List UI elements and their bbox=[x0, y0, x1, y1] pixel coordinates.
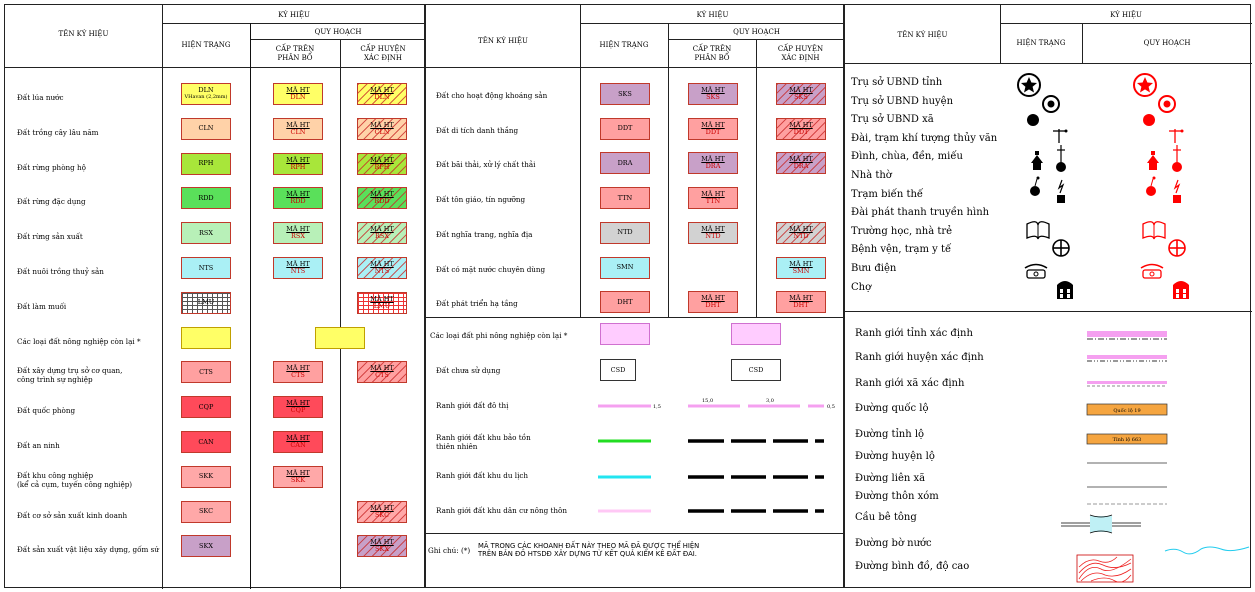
row-skk-label-2: (kể cả cụm, tuyến công nghiệp) bbox=[17, 479, 133, 489]
current-code: TTN bbox=[617, 193, 633, 202]
row-skc-current bbox=[181, 501, 231, 523]
row-dln-current bbox=[181, 83, 231, 105]
row-cts-plan-top bbox=[273, 361, 323, 383]
plan-code: CLN bbox=[374, 127, 390, 136]
plan-code: RPH bbox=[290, 162, 306, 171]
row-nts-plan-top bbox=[273, 257, 323, 279]
plan-code: RSX bbox=[375, 232, 389, 241]
line-bao-ton-plan bbox=[684, 437, 834, 445]
line-ranh-do-thi-plan bbox=[684, 395, 844, 411]
plan-code: CTS bbox=[375, 371, 389, 380]
ma-ht-label: MÃ HT bbox=[701, 190, 725, 199]
row-sks-plan-top bbox=[688, 83, 738, 105]
header-hien-trang: HIỆN TRẠNG bbox=[181, 41, 231, 49]
current-code: SMN bbox=[616, 263, 634, 271]
row-dra-plan-district bbox=[776, 152, 826, 174]
plan-code: DLN bbox=[374, 93, 390, 101]
plan-code: NTS bbox=[374, 267, 390, 275]
current-code: CQP bbox=[198, 402, 214, 411]
header-ten-ky-hieu: TÊN KÝ HIỆU bbox=[58, 30, 109, 38]
ma-ht-label: MÃ HT bbox=[370, 260, 394, 268]
line-symbol-label-3: Đường quốc lộ bbox=[855, 403, 929, 414]
current-code: SKK bbox=[198, 472, 214, 481]
ma-ht-label: MÃ HT bbox=[286, 190, 310, 199]
row-skk-label: Đất khu công nghiệp bbox=[17, 470, 94, 480]
label-ranh-do-thi: Ranh giới đất đô thị bbox=[436, 401, 509, 410]
row-cln-label: Đất trồng cây lâu năm bbox=[17, 127, 99, 137]
row-rdd-current bbox=[181, 187, 231, 209]
plan-code: SKX bbox=[375, 545, 389, 554]
header-cap-tren: CẤP TRÊN PHÂN BỔ bbox=[275, 45, 315, 62]
symbol-phi-nn-plan bbox=[731, 323, 781, 345]
row-dln-plan-district bbox=[357, 83, 407, 105]
row-ttn-current bbox=[600, 187, 650, 209]
row-ntd-label: Đất nghĩa trang, nghĩa địa bbox=[436, 229, 533, 239]
plan-code: CTS bbox=[291, 371, 305, 380]
line-symbol-label-8: Cầu bê tông bbox=[855, 512, 917, 523]
row-smn-label: Đất có mặt nước chuyên dùng bbox=[436, 264, 546, 274]
legend-panel-land-use-2 bbox=[425, 4, 844, 588]
plan-code: SKS bbox=[706, 93, 720, 101]
row-lmu-current bbox=[181, 292, 231, 314]
row-rdd-plan-district bbox=[357, 187, 407, 209]
row-ddt-plan-district bbox=[776, 118, 826, 140]
line-symbol-label-6: Đường liên xã bbox=[855, 473, 926, 484]
symbols-current bbox=[1005, 67, 1085, 303]
symbol-phi-nn-current bbox=[600, 323, 650, 345]
plan-code: DLN bbox=[290, 93, 306, 101]
current-code: RPH bbox=[198, 159, 214, 168]
plan-code: TTN bbox=[705, 197, 721, 206]
row-sks-current bbox=[600, 83, 650, 105]
plan-code: LMU bbox=[373, 301, 391, 310]
ma-ht-label: MÃ HT bbox=[370, 86, 394, 94]
ma-ht-label: MÃ HT bbox=[789, 155, 813, 164]
current-code: NTS bbox=[198, 263, 214, 272]
header-ky-hieu-3: KÝ HIỆU bbox=[1110, 11, 1142, 19]
header-ky-hieu-2: KÝ HIỆU bbox=[696, 11, 729, 19]
current-code: LMU bbox=[197, 298, 215, 307]
current-code: SKC bbox=[198, 507, 214, 516]
row-nts-plan-district bbox=[357, 257, 407, 279]
row-ntd-plan-district bbox=[776, 222, 826, 244]
plan-code: SMN bbox=[792, 266, 810, 275]
current-code: NTD bbox=[617, 228, 633, 237]
current-code: RSX bbox=[199, 228, 213, 237]
row-dht-plan-top bbox=[688, 291, 738, 313]
point-symbol-label-2: Trụ sở UBND xã bbox=[851, 114, 934, 126]
point-symbol-label-4: Đình, chùa, đền, miếu bbox=[851, 151, 963, 163]
plan-code: DRA bbox=[793, 162, 809, 171]
row-rsx-current bbox=[181, 222, 231, 244]
row-dra-label: Đất bãi thải, xử lý chất thải bbox=[436, 160, 536, 170]
road-label-quoc-lo: Quốc lộ 19 bbox=[1113, 408, 1141, 414]
header-ten-ky-hieu-2: TÊN KÝ HIỆU bbox=[478, 37, 528, 45]
plan-code: SKS bbox=[794, 93, 808, 101]
current-code: SKX bbox=[199, 541, 213, 550]
line-dan-cu-plan bbox=[684, 507, 834, 515]
line-symbol-label-10: Đường bình đồ, độ cao bbox=[855, 561, 970, 572]
row-rph-plan-top bbox=[273, 153, 323, 175]
row-skk-plan-top bbox=[273, 466, 323, 488]
ma-ht-label: MÃ HT bbox=[701, 86, 725, 94]
row-skx-plan-district bbox=[357, 535, 407, 557]
current-code: SKS bbox=[618, 89, 632, 98]
plan-code: DHT bbox=[705, 301, 721, 310]
row-cts-label-2: công trình sự nghiệp bbox=[17, 375, 93, 385]
note-text: MÃ TRONG CÁC KHOANH ĐẤT NÀY THEO MÃ ĐÃ ĐƯỢC THỂ HIỆN TRÊN BẢN ĐỒ HTSDĐ XÂY DỰNG TỪ KẾT QUẢ KIỂM KÊ ĐẤT ĐAI. bbox=[478, 542, 700, 558]
ma-ht-label: MÃ HT bbox=[370, 364, 394, 373]
symbol-csd-plan: CSD bbox=[731, 359, 781, 381]
ma-ht-label: MÃ HT bbox=[370, 120, 394, 129]
row-cts-label: Đất xây dựng trụ sở cơ quan, bbox=[17, 366, 123, 376]
point-symbol-label-10: Bưu điện bbox=[851, 263, 897, 274]
ma-ht-label: MÃ HT bbox=[789, 120, 813, 129]
ma-ht-label: MÃ HT bbox=[286, 364, 310, 373]
point-symbol-label-11: Chợ bbox=[851, 281, 872, 293]
line-symbol-label-1: Ranh giới huyện xác định bbox=[855, 352, 984, 363]
row-ddt-current bbox=[600, 118, 650, 140]
row-rdd-label: Đất rừng đặc dụng bbox=[17, 197, 86, 207]
point-symbol-label-3: Đài, trạm khí tượng thủy văn bbox=[851, 132, 998, 144]
ma-ht-label: MÃ HT bbox=[286, 260, 310, 268]
header-quy-hoach: QUY HOẠCH bbox=[314, 28, 362, 36]
ma-ht-label: MÃ HT bbox=[701, 155, 725, 164]
symbol-csd-current: CSD bbox=[600, 359, 636, 381]
line-ranh-do-thi-current bbox=[596, 399, 666, 411]
point-symbol-label-7: Đài phát thanh truyền hình bbox=[851, 207, 990, 219]
header-cap-huyen: CẤP HUYỆN XÁC ĐỊNH bbox=[360, 45, 406, 62]
point-symbol-label-5: Nhà thờ bbox=[851, 170, 892, 181]
line-du-lich-current bbox=[596, 473, 656, 481]
row-ddt-plan-top bbox=[688, 118, 738, 140]
current-code: DLN bbox=[198, 86, 214, 94]
row-dra-plan-top bbox=[688, 152, 738, 174]
row-dra-current bbox=[600, 152, 650, 174]
row-rph-plan-district bbox=[357, 153, 407, 175]
line-symbol-label-5: Đường huyện lộ bbox=[855, 451, 935, 462]
point-symbol-label-9: Bệnh vện, trạm y tế bbox=[851, 244, 952, 256]
row-sks-label: Đất cho hoạt động khoáng sản bbox=[436, 91, 548, 100]
row-ntd-current bbox=[600, 222, 650, 244]
row-rph-current bbox=[181, 153, 231, 175]
row-smn-current bbox=[600, 257, 650, 279]
row-dln-label: Đất lúa nước bbox=[17, 93, 64, 102]
row-dht-label: Đất phát triển hạ tầng bbox=[436, 299, 518, 309]
label-ranh-du-lich: Ranh giới đất khu du lịch bbox=[436, 471, 529, 480]
ma-ht-label: MÃ HT bbox=[370, 190, 394, 199]
plan-code: DHT bbox=[793, 301, 809, 310]
point-symbol-label-8: Trường học, nhà trẻ bbox=[851, 225, 953, 237]
ma-ht-label: MÃ HT bbox=[286, 434, 310, 442]
label-ranh-bao-ton: Ranh giới đất khu bảo tồn thiên nhiên bbox=[436, 433, 531, 451]
row-ntd-plan-top bbox=[688, 222, 738, 244]
line-bao-ton-current bbox=[596, 437, 656, 445]
plan-code: NTD bbox=[705, 231, 721, 240]
row-cln-plan-top bbox=[273, 118, 323, 140]
ma-ht-label: MÃ HT bbox=[286, 399, 310, 408]
row-can-current bbox=[181, 431, 231, 453]
current-code: DHT bbox=[617, 297, 633, 306]
legend-panel-symbols bbox=[844, 4, 1251, 588]
row-skc-label: Đất cơ sở sản xuất kinh doanh bbox=[17, 510, 128, 520]
svg-text:1,5: 1,5 bbox=[653, 404, 661, 410]
ma-ht-label: MÃ HT bbox=[370, 294, 394, 303]
plan-code: NTS bbox=[290, 267, 306, 275]
row-ddt-label: Đất di tích danh thắng bbox=[436, 125, 519, 135]
line-du-lich-plan bbox=[684, 473, 834, 481]
header-cap-huyen-2: CẤP HUYỆN XÁC ĐỊNH bbox=[777, 45, 824, 62]
row-smn-plan-district bbox=[776, 257, 826, 279]
current-code: DRA bbox=[617, 158, 633, 167]
note-label: Ghi chú: (*) bbox=[428, 546, 471, 555]
num-150: 15,0 bbox=[702, 398, 714, 404]
plan-code: CLN bbox=[290, 127, 306, 136]
plan-code: NTD bbox=[793, 231, 809, 240]
row-cqp-label: Đất quốc phòng bbox=[17, 406, 76, 416]
ma-ht-label: MÃ HT bbox=[701, 294, 725, 303]
row-dht-current bbox=[600, 291, 650, 313]
row-cts-plan-district bbox=[357, 361, 407, 383]
row-dht-plan-district bbox=[776, 291, 826, 313]
line-symbols bbox=[1045, 323, 1251, 585]
row-skx-label: Đất sản xuất vật liệu xây dựng, gốm sứ bbox=[17, 545, 159, 555]
plan-code: DDT bbox=[705, 127, 721, 136]
row-ttn-plan-top bbox=[688, 187, 738, 209]
row-nn-con-lai-label: Các loại đất nông nghiệp còn lại * bbox=[17, 336, 141, 346]
ma-ht-label: MÃ HT bbox=[701, 120, 725, 129]
road-label-tinh-lo: Tỉnh lộ 663 bbox=[1112, 437, 1142, 443]
ma-ht-label: MÃ HT bbox=[789, 224, 813, 233]
header-ky-hieu: KÝ HIỆU bbox=[278, 11, 310, 19]
ma-ht-label: MÃ HT bbox=[370, 503, 394, 512]
line-symbol-label-9: Đường bờ nước bbox=[855, 538, 932, 549]
plan-code: SKK bbox=[290, 475, 306, 484]
ma-ht-label: MÃ HT bbox=[286, 120, 310, 129]
row-can-plan-top bbox=[273, 431, 323, 453]
ma-ht-label: MÃ HT bbox=[789, 86, 813, 94]
row-sks-plan-district bbox=[776, 83, 826, 105]
row-skx-current bbox=[181, 535, 231, 557]
label-phi-nong-nghiep: Các loại đất phi nông nghiệp còn lại * bbox=[430, 331, 568, 340]
row-cln-current bbox=[181, 118, 231, 140]
plan-code: RSX bbox=[291, 232, 305, 241]
current-code: DDT bbox=[617, 124, 633, 133]
plan-code: DRA bbox=[705, 162, 721, 171]
row-rdd-plan-top bbox=[273, 187, 323, 209]
label-ranh-dan-cu: Ranh giới đất khu dân cư nông thôn bbox=[436, 506, 567, 515]
current-sub: VHavan (2,2mm) bbox=[184, 94, 228, 100]
row-cqp-plan-top bbox=[273, 396, 323, 418]
row-lmu-plan-district bbox=[357, 292, 407, 314]
ma-ht-label: MÃ HT bbox=[370, 538, 394, 547]
point-symbol-label-1: Trụ sở UBND huyện bbox=[851, 95, 954, 107]
ma-ht-label: MÃ HT bbox=[370, 155, 394, 164]
plan-code: CAN bbox=[290, 441, 306, 449]
ma-ht-label: MÃ HT bbox=[370, 225, 394, 234]
legend-panel-land-use-1 bbox=[4, 4, 425, 588]
row-cqp-current bbox=[181, 396, 231, 418]
row-nts-current bbox=[181, 257, 231, 279]
row-dln-plan-top bbox=[273, 83, 323, 105]
row-cln-plan-district bbox=[357, 118, 407, 140]
ma-ht-label: MÃ HT bbox=[789, 294, 813, 303]
plan-code: RPH bbox=[374, 162, 390, 171]
current-code: RDD bbox=[198, 193, 214, 202]
plan-code: DDT bbox=[793, 127, 809, 136]
header-hien-trang-3: HIỆN TRẠNG bbox=[1016, 39, 1066, 47]
line-symbol-label-7: Đường thôn xóm bbox=[855, 491, 939, 502]
ma-ht-label: MÃ HT bbox=[286, 155, 310, 164]
symbols-plan bbox=[1121, 67, 1201, 303]
row-nn-con-lai-plan bbox=[315, 327, 365, 349]
plan-code: RDD bbox=[290, 197, 306, 206]
ma-ht-label: MÃ HT bbox=[789, 259, 813, 268]
current-code: CLN bbox=[198, 124, 214, 133]
ma-ht-label: MÃ HT bbox=[701, 224, 725, 233]
point-symbol-label-0: Trụ sở UBND tỉnh bbox=[851, 77, 943, 88]
row-cts-current bbox=[181, 361, 231, 383]
num-30: 3,0 bbox=[766, 398, 774, 404]
row-rsx-plan-district bbox=[357, 222, 407, 244]
line-symbol-label-4: Đường tỉnh lộ bbox=[855, 429, 925, 440]
line-symbol-label-0: Ranh giới tỉnh xác định bbox=[855, 328, 973, 339]
plan-code: CQP bbox=[290, 406, 306, 415]
num-05: 0,5 bbox=[827, 404, 835, 410]
row-skk-current bbox=[181, 466, 231, 488]
row-nts-label: Đất nuôi trồng thuỷ sản bbox=[17, 267, 104, 276]
ma-ht-label: MÃ HT bbox=[286, 225, 310, 234]
plan-code: SKC bbox=[374, 510, 390, 519]
row-ttn-label: Đất tôn giáo, tín ngưỡng bbox=[436, 195, 526, 205]
header-ten-ky-hieu-3: TÊN KÝ HIỆU bbox=[897, 31, 948, 39]
row-skc-plan-district bbox=[357, 501, 407, 523]
current-code: CTS bbox=[199, 367, 213, 376]
line-symbol-label-2: Ranh giới xã xác định bbox=[855, 378, 965, 389]
ma-ht-label: MÃ HT bbox=[286, 468, 310, 477]
row-lmu-label: Đất làm muối bbox=[17, 301, 67, 311]
point-symbol-label-6: Trạm biến thế bbox=[851, 188, 924, 200]
current-code: CAN bbox=[198, 437, 214, 446]
plan-code: RDD bbox=[374, 197, 390, 206]
row-rph-label: Đất rừng phòng hộ bbox=[17, 162, 86, 172]
header-quy-hoach-3: QUY HOẠCH bbox=[1143, 39, 1191, 47]
header-hien-trang-2: HIỆN TRẠNG bbox=[599, 41, 649, 49]
row-can-label: Đất an ninh bbox=[17, 441, 60, 450]
row-nn-con-lai-current bbox=[181, 327, 231, 349]
row-rsx-plan-top bbox=[273, 222, 323, 244]
header-cap-tren-2: CẤP TRÊN PHÂN BỔ bbox=[692, 45, 732, 62]
header-quy-hoach-2: QUY HOẠCH bbox=[733, 28, 780, 36]
row-rsx-label: Đất rừng sản xuất bbox=[17, 232, 83, 242]
ma-ht-label: MÃ HT bbox=[286, 86, 310, 94]
line-dan-cu-current bbox=[596, 507, 656, 515]
label-chua-su-dung: Đất chưa sử dụng bbox=[436, 366, 501, 375]
